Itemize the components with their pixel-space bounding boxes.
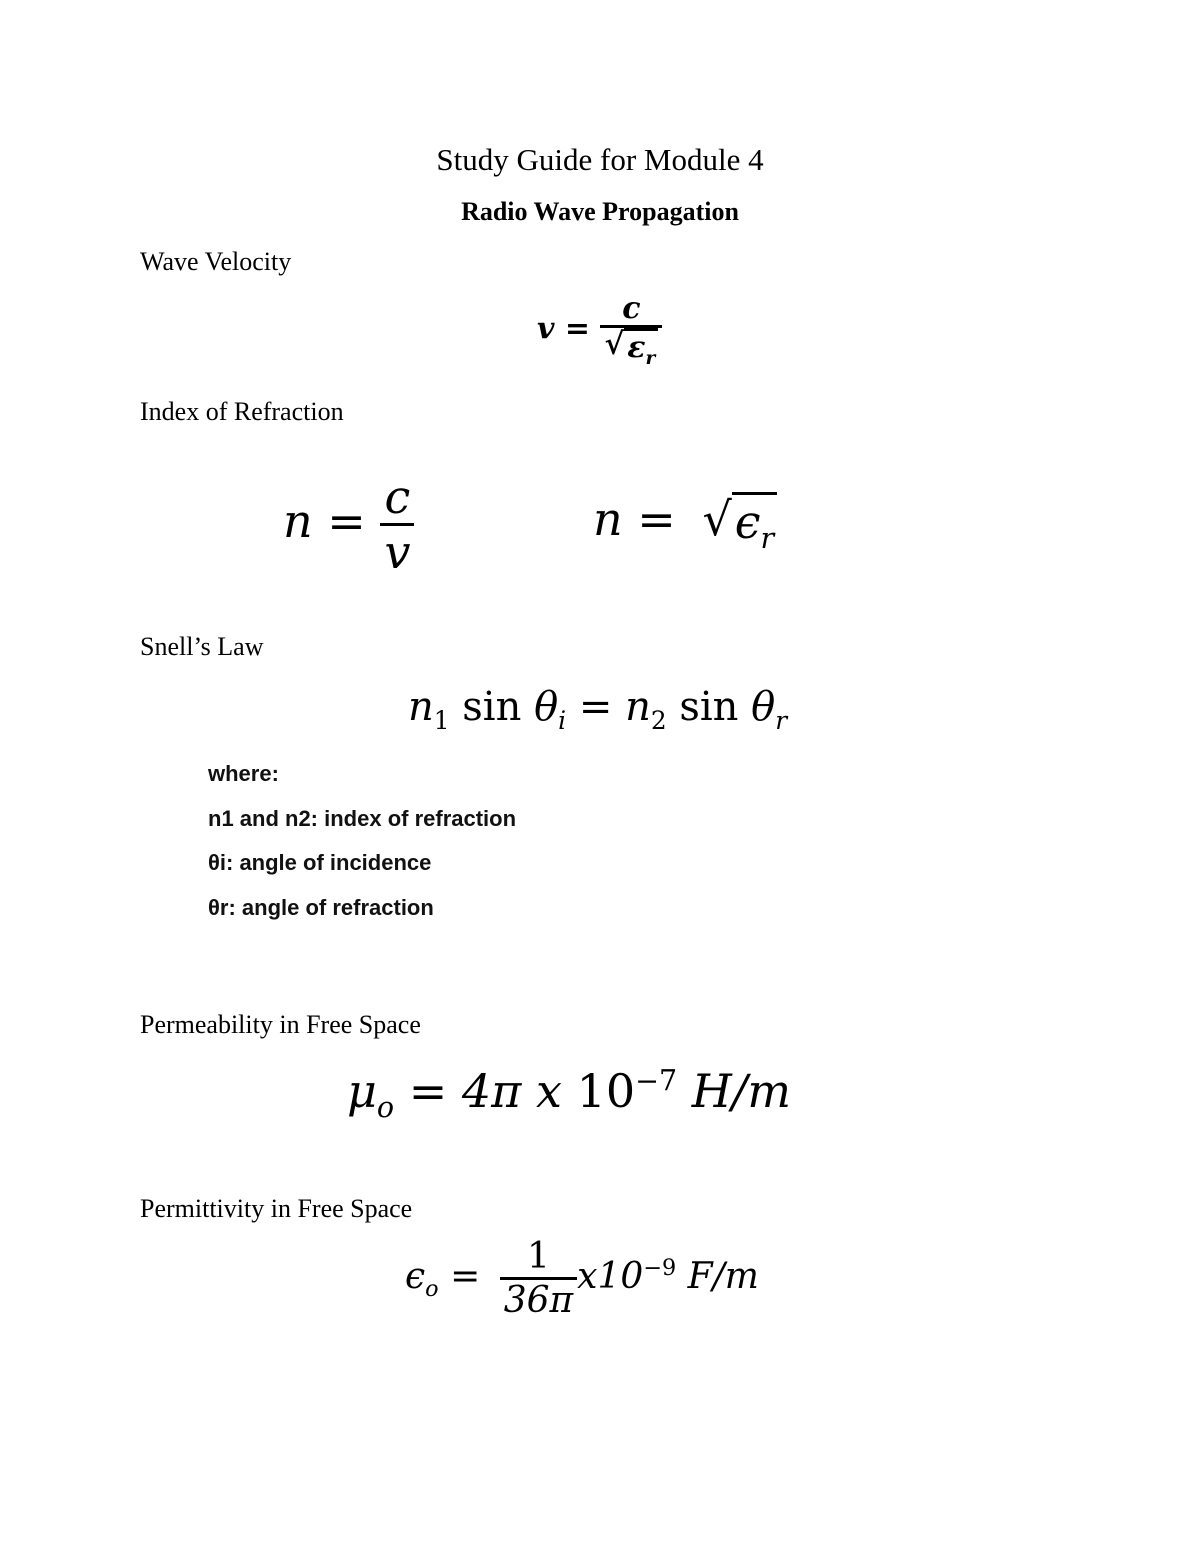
equals-sign: = — [564, 311, 591, 347]
unit-fm: F/m — [687, 1255, 759, 1297]
heading-wave-velocity: Wave Velocity — [140, 247, 292, 276]
formula-wave-velocity — [537, 292, 662, 369]
var-theta: θ — [751, 684, 776, 730]
var-n: n — [625, 684, 651, 730]
sub-1: 1 — [433, 706, 450, 735]
exponent: −7 — [635, 1064, 678, 1098]
equals-sign: = — [637, 492, 676, 546]
square-root: √ $\epsilon_r$ — [702, 492, 777, 555]
var-x: x — [536, 1064, 562, 1118]
denominator — [600, 325, 662, 369]
equals-sign: = — [578, 684, 613, 730]
fraction — [600, 292, 662, 369]
var-epsilon: ϵ — [734, 495, 761, 549]
var-v: v — [537, 311, 555, 347]
numerator-c: c — [622, 291, 641, 326]
equals-sign: = — [327, 494, 366, 549]
var-epsilon: ϵ — [405, 1255, 426, 1297]
sub-r: r — [645, 348, 656, 369]
heading-permeability: Permeability in Free Space — [140, 1010, 421, 1039]
formula-snells-law — [408, 684, 787, 735]
equals-sign: = — [408, 1064, 448, 1118]
fraction — [380, 472, 414, 578]
var-eps: ε — [627, 330, 646, 365]
var-theta: θ — [534, 684, 559, 730]
formula-permeability — [347, 1064, 791, 1124]
formula-permittivity — [405, 1237, 759, 1321]
x-ten: x10 — [577, 1255, 644, 1297]
sub-i: i — [558, 706, 567, 735]
four-pi: 4π — [461, 1064, 522, 1118]
denominator-v: v — [380, 523, 414, 579]
exponent: −9 — [643, 1254, 677, 1281]
numerator-c: c — [384, 470, 411, 524]
sin-function: sin — [679, 684, 739, 730]
square-root: √ $\varepsilon_r$ — [604, 328, 658, 369]
ten: 10 — [576, 1064, 636, 1118]
heading-permittivity: Permittivity in Free Space — [140, 1194, 413, 1223]
where-item: θi: angle of incidence — [208, 850, 432, 875]
page-subtitle: Radio Wave Propagation — [461, 197, 739, 226]
numerator-one: 1 — [526, 1236, 550, 1277]
sub-o: o — [425, 1276, 439, 1303]
heading-snells-law: Snell’s Law — [140, 632, 264, 661]
equals-sign: = — [450, 1255, 481, 1297]
sin-function: sin — [462, 684, 522, 730]
sub-2: 2 — [650, 706, 667, 735]
sub-r: r — [775, 706, 788, 735]
formula-index-c-over-v — [283, 472, 414, 578]
page-title: Study Guide for Module 4 — [436, 142, 764, 177]
where-item: n1 and n2: index of refraction — [208, 806, 517, 831]
heading-index-of-refraction: Index of Refraction — [140, 397, 344, 426]
var-n: n — [593, 492, 623, 546]
denominator-36pi: 36π — [500, 1277, 577, 1321]
where-item: θr: angle of refraction — [208, 895, 434, 920]
fraction — [500, 1237, 577, 1321]
sub-r: r — [760, 522, 775, 556]
var-mu: μ — [347, 1064, 377, 1118]
var-n: n — [283, 494, 313, 549]
var-n: n — [408, 684, 434, 730]
formula-index-sqrt-eps — [593, 492, 777, 555]
unit-hm: H/m — [691, 1064, 792, 1118]
where-label: where: — [208, 761, 279, 786]
sub-o: o — [376, 1091, 395, 1125]
